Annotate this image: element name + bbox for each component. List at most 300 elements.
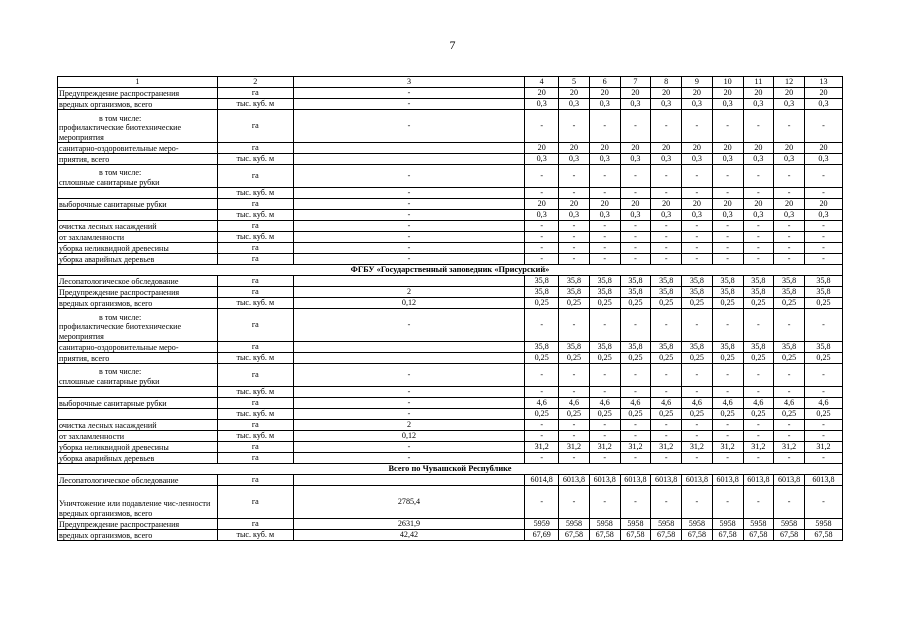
value-cell: - (651, 188, 682, 199)
page-number: 7 (449, 38, 456, 52)
value-cell: - (620, 165, 651, 188)
table-row (58, 431, 843, 442)
value-cell: - (743, 387, 774, 398)
value-cell: 35,8 (525, 276, 559, 287)
unit-cell: га (217, 364, 293, 387)
value-cell: - (743, 431, 774, 442)
value-cell: 35,8 (774, 287, 805, 298)
value-cell: 0,3 (620, 210, 651, 221)
value-cell: 0,25 (774, 353, 805, 364)
value-cell: - (743, 165, 774, 188)
row-label: вредных организмов, всего (58, 530, 218, 541)
value-cell: - (774, 232, 805, 243)
table-row (58, 342, 843, 353)
row-label: Лесопатологическое обследование (58, 276, 218, 287)
subheading-label: в том числе: (99, 113, 142, 123)
value-cell: - (682, 254, 713, 265)
value-cell: 20 (589, 88, 620, 99)
value-cell: - (682, 309, 713, 342)
value-cell: 0,3 (559, 210, 590, 221)
value-cell: - (804, 364, 842, 387)
row-label: уборка неликвидной древесины (58, 442, 218, 453)
baseline-cell: 2 (293, 420, 525, 431)
value-cell: 31,2 (774, 442, 805, 453)
column-header: 2 (217, 77, 293, 88)
value-cell: 0,25 (682, 353, 713, 364)
value-cell: - (712, 309, 743, 342)
value-cell: 20 (651, 143, 682, 154)
table-row (58, 453, 843, 464)
value-cell: - (620, 188, 651, 199)
row-label: уборка аварийных деревьев (58, 453, 218, 464)
value-cell: 4,6 (620, 398, 651, 409)
value-cell: 20 (774, 143, 805, 154)
row-label (58, 110, 218, 143)
value-cell: - (620, 254, 651, 265)
value-cell: 67,58 (651, 530, 682, 541)
value-cell: 0,25 (651, 353, 682, 364)
row-label (58, 309, 218, 342)
value-cell: - (804, 387, 842, 398)
value-cell: 0,3 (743, 154, 774, 165)
table-row (58, 353, 843, 364)
value-cell: 0,3 (743, 210, 774, 221)
value-cell: - (774, 387, 805, 398)
value-cell: - (620, 486, 651, 519)
value-cell: 4,6 (525, 398, 559, 409)
table-row (58, 387, 843, 398)
value-cell: 67,58 (620, 530, 651, 541)
value-cell: - (525, 232, 559, 243)
row-label (58, 364, 218, 387)
value-cell: 0,3 (804, 99, 842, 110)
value-cell: 0,25 (589, 353, 620, 364)
baseline-cell: - (293, 210, 525, 221)
value-cell: - (525, 431, 559, 442)
value-cell: - (651, 420, 682, 431)
value-cell: 20 (525, 88, 559, 99)
baseline-cell: 0,12 (293, 431, 525, 442)
unit-cell: тыс. куб. м (217, 353, 293, 364)
value-cell: - (559, 420, 590, 431)
value-cell: 6013,8 (712, 475, 743, 486)
value-cell: - (804, 221, 842, 232)
column-header: 1 (58, 77, 218, 88)
unit-cell: га (217, 398, 293, 409)
column-header: 12 (774, 77, 805, 88)
value-cell: - (620, 420, 651, 431)
value-cell: 31,2 (651, 442, 682, 453)
value-cell: 0,25 (620, 353, 651, 364)
table-row (58, 110, 843, 143)
value-cell: - (589, 364, 620, 387)
table-row (58, 475, 843, 486)
unit-cell: га (217, 221, 293, 232)
forest-protection-table (57, 76, 843, 541)
value-cell: - (589, 431, 620, 442)
value-cell: 20 (774, 199, 805, 210)
value-cell: 0,3 (589, 154, 620, 165)
value-cell: - (651, 221, 682, 232)
value-cell: - (712, 165, 743, 188)
row-label: Лесопатологическое обследование (58, 475, 218, 486)
value-cell: 0,3 (589, 210, 620, 221)
baseline-cell: - (293, 243, 525, 254)
value-cell: 0,25 (559, 353, 590, 364)
value-cell: 5958 (682, 519, 713, 530)
row-label: очистка лесных насаждений (58, 221, 218, 232)
value-cell: - (712, 232, 743, 243)
section-title: Всего по Чувашской Республике (58, 464, 843, 475)
value-cell: - (804, 453, 842, 464)
value-cell: 0,25 (620, 409, 651, 420)
unit-cell: га (217, 110, 293, 143)
value-cell: 35,8 (620, 287, 651, 298)
value-cell: - (712, 243, 743, 254)
table-row (58, 519, 843, 530)
value-cell: - (682, 221, 713, 232)
baseline-cell: - (293, 398, 525, 409)
value-cell: - (774, 453, 805, 464)
value-cell: 5958 (743, 519, 774, 530)
unit-cell: тыс. куб. м (217, 99, 293, 110)
column-header: 13 (804, 77, 842, 88)
value-cell: - (620, 453, 651, 464)
value-cell: - (804, 431, 842, 442)
value-cell: - (682, 486, 713, 519)
row-label (58, 165, 218, 188)
value-cell: 0,25 (525, 298, 559, 309)
subheading-label: в том числе: (99, 367, 142, 377)
value-cell: 0,3 (620, 99, 651, 110)
value-cell: 0,3 (804, 154, 842, 165)
value-cell: 20 (559, 199, 590, 210)
row-label: приятия, всего (58, 154, 218, 165)
value-cell: - (743, 309, 774, 342)
value-cell: - (682, 243, 713, 254)
value-cell: 35,8 (651, 276, 682, 287)
value-cell: - (620, 387, 651, 398)
baseline-cell: - (293, 165, 525, 188)
unit-cell: га (217, 88, 293, 99)
value-cell: 6013,8 (743, 475, 774, 486)
value-cell: 20 (525, 199, 559, 210)
baseline-cell: 2 (293, 287, 525, 298)
value-cell: 20 (682, 199, 713, 210)
value-cell: 0,3 (774, 99, 805, 110)
value-cell: 31,2 (804, 442, 842, 453)
unit-cell: га (217, 519, 293, 530)
value-cell: 20 (743, 88, 774, 99)
value-cell: 0,3 (525, 210, 559, 221)
value-cell: - (682, 165, 713, 188)
row-label (58, 387, 218, 398)
value-cell: 31,2 (743, 442, 774, 453)
value-cell: 6013,8 (682, 475, 713, 486)
value-cell: 20 (559, 143, 590, 154)
unit-cell: га (217, 143, 293, 154)
unit-cell: га (217, 254, 293, 265)
baseline-cell (293, 475, 525, 486)
value-cell: - (559, 309, 590, 342)
table-row (58, 409, 843, 420)
baseline-cell: - (293, 309, 525, 342)
value-cell: 35,8 (651, 342, 682, 353)
baseline-cell: - (293, 409, 525, 420)
value-cell: 4,6 (559, 398, 590, 409)
value-cell: 20 (712, 199, 743, 210)
value-cell: 0,25 (525, 409, 559, 420)
column-header: 6 (589, 77, 620, 88)
value-cell: 0,25 (651, 409, 682, 420)
value-cell: 31,2 (525, 442, 559, 453)
value-cell: - (559, 387, 590, 398)
value-cell: 67,58 (804, 530, 842, 541)
value-cell: 4,6 (804, 398, 842, 409)
value-cell: 0,25 (559, 298, 590, 309)
value-cell: 0,3 (712, 210, 743, 221)
value-cell: - (559, 254, 590, 265)
value-cell: 20 (620, 88, 651, 99)
row-label: приятия, всего (58, 353, 218, 364)
value-cell: 67,58 (774, 530, 805, 541)
unit-cell: тыс. куб. м (217, 530, 293, 541)
value-cell: - (559, 110, 590, 143)
value-cell: - (774, 221, 805, 232)
value-cell: 0,3 (774, 154, 805, 165)
value-cell: - (774, 165, 805, 188)
value-cell: - (743, 486, 774, 519)
value-cell: 0,3 (559, 154, 590, 165)
table-row (58, 188, 843, 199)
value-cell: 31,2 (682, 442, 713, 453)
unit-cell: тыс. куб. м (217, 387, 293, 398)
value-cell: 0,3 (712, 99, 743, 110)
value-cell: 35,8 (620, 276, 651, 287)
value-cell: - (525, 188, 559, 199)
value-cell: 35,8 (712, 342, 743, 353)
value-cell: 5959 (525, 519, 559, 530)
value-cell: - (651, 387, 682, 398)
value-cell: 4,6 (712, 398, 743, 409)
value-cell: 35,8 (804, 342, 842, 353)
value-cell: 0,25 (743, 353, 774, 364)
baseline-cell: - (293, 232, 525, 243)
baseline-cell: 42,42 (293, 530, 525, 541)
value-cell: 5958 (774, 519, 805, 530)
table-row (58, 165, 843, 188)
value-cell: - (712, 387, 743, 398)
value-cell: 4,6 (589, 398, 620, 409)
value-cell: - (620, 221, 651, 232)
baseline-cell: - (293, 442, 525, 453)
table-row (58, 243, 843, 254)
unit-cell: га (217, 420, 293, 431)
value-cell: - (743, 243, 774, 254)
value-cell: - (774, 243, 805, 254)
value-cell: - (743, 221, 774, 232)
baseline-cell: - (293, 364, 525, 387)
row-label: от захламленности (58, 232, 218, 243)
value-cell: - (589, 486, 620, 519)
table-row (58, 99, 843, 110)
value-cell: - (712, 486, 743, 519)
value-cell: - (804, 243, 842, 254)
value-cell: 5958 (589, 519, 620, 530)
row-label: санитарно-оздоровительные меро- (58, 143, 218, 154)
value-cell: - (743, 254, 774, 265)
value-cell: 0,25 (712, 298, 743, 309)
value-cell: 35,8 (620, 342, 651, 353)
value-cell: 5958 (620, 519, 651, 530)
value-cell: - (774, 188, 805, 199)
row-label: Предупреждение распространения (58, 519, 218, 530)
value-cell: 6013,8 (620, 475, 651, 486)
value-cell: - (559, 232, 590, 243)
value-cell: - (589, 188, 620, 199)
value-cell: - (804, 420, 842, 431)
table-row (58, 309, 843, 342)
value-cell: - (682, 232, 713, 243)
value-cell: 20 (804, 199, 842, 210)
value-cell: 0,3 (620, 154, 651, 165)
row-label: вредных организмов, всего (58, 298, 218, 309)
row-label: уборка аварийных деревьев (58, 254, 218, 265)
value-cell: 0,25 (743, 409, 774, 420)
value-cell: - (743, 364, 774, 387)
value-cell: - (712, 364, 743, 387)
baseline-cell: - (293, 188, 525, 199)
value-cell: 35,8 (682, 287, 713, 298)
value-cell: 35,8 (743, 276, 774, 287)
table-row (58, 254, 843, 265)
value-cell: 20 (620, 143, 651, 154)
value-cell: - (620, 243, 651, 254)
baseline-cell (293, 342, 525, 353)
section-title: ФГБУ «Государственный заповедник «Присурский» (58, 265, 843, 276)
value-cell: - (589, 243, 620, 254)
column-header: 9 (682, 77, 713, 88)
table-row (58, 287, 843, 298)
value-cell: - (682, 188, 713, 199)
value-cell: 0,3 (743, 99, 774, 110)
row-label (58, 409, 218, 420)
value-cell: 20 (682, 143, 713, 154)
value-cell: - (682, 110, 713, 143)
value-cell: - (559, 486, 590, 519)
unit-cell: тыс. куб. м (217, 232, 293, 243)
table-row (58, 88, 843, 99)
unit-cell: га (217, 453, 293, 464)
value-cell: 35,8 (589, 342, 620, 353)
value-cell: 35,8 (589, 287, 620, 298)
value-cell: 0,25 (712, 353, 743, 364)
row-label: вредных организмов, всего (58, 99, 218, 110)
value-cell: - (589, 232, 620, 243)
value-cell: 35,8 (589, 276, 620, 287)
value-cell: - (774, 420, 805, 431)
value-cell: 0,3 (589, 99, 620, 110)
value-cell: - (525, 453, 559, 464)
value-cell: - (743, 110, 774, 143)
value-cell: - (651, 453, 682, 464)
baseline-cell (293, 276, 525, 287)
unit-cell: га (217, 199, 293, 210)
value-cell: - (651, 232, 682, 243)
baseline-cell: 2785,4 (293, 486, 525, 519)
unit-cell: га (217, 442, 293, 453)
table-row (58, 143, 843, 154)
row-label: выборочные санитарные рубки (58, 199, 218, 210)
value-cell: - (712, 431, 743, 442)
table-row (58, 221, 843, 232)
value-cell: 0,3 (525, 154, 559, 165)
value-cell: 0,25 (525, 353, 559, 364)
value-cell: - (525, 221, 559, 232)
value-cell: - (589, 387, 620, 398)
baseline-cell: 0,12 (293, 298, 525, 309)
value-cell: - (712, 420, 743, 431)
table-row (58, 464, 843, 475)
value-cell: 0,3 (651, 210, 682, 221)
value-cell: 31,2 (620, 442, 651, 453)
value-cell: - (774, 254, 805, 265)
value-cell: 6013,8 (804, 475, 842, 486)
unit-cell: тыс. куб. м (217, 188, 293, 199)
value-cell: - (559, 431, 590, 442)
value-cell: - (589, 221, 620, 232)
baseline-cell: - (293, 221, 525, 232)
value-cell: - (682, 387, 713, 398)
value-cell: 20 (712, 143, 743, 154)
value-cell: - (804, 486, 842, 519)
value-cell: 20 (682, 88, 713, 99)
value-cell: 20 (743, 143, 774, 154)
value-cell: - (620, 364, 651, 387)
column-header: 10 (712, 77, 743, 88)
table-row (58, 298, 843, 309)
value-cell: 0,25 (774, 298, 805, 309)
value-cell: 31,2 (559, 442, 590, 453)
table-row (58, 420, 843, 431)
column-header: 11 (743, 77, 774, 88)
value-cell: 0,3 (651, 154, 682, 165)
row-label: Уничтожение или подавление чис-ленности вредных организмов, всего (58, 486, 218, 519)
value-cell: 31,2 (712, 442, 743, 453)
value-cell: 35,8 (743, 342, 774, 353)
baseline-cell (293, 143, 525, 154)
value-cell: 0,25 (651, 298, 682, 309)
value-cell: - (525, 309, 559, 342)
value-cell: 35,8 (651, 287, 682, 298)
baseline-cell: - (293, 88, 525, 99)
value-cell: - (682, 364, 713, 387)
value-cell: - (804, 110, 842, 143)
value-cell: - (804, 254, 842, 265)
value-cell: 35,8 (804, 287, 842, 298)
value-cell: 20 (804, 143, 842, 154)
value-cell: - (559, 243, 590, 254)
value-cell: - (774, 110, 805, 143)
value-cell: - (743, 453, 774, 464)
value-cell: 0,25 (804, 409, 842, 420)
value-cell: 0,25 (589, 298, 620, 309)
value-cell: - (682, 420, 713, 431)
unit-cell: га (217, 309, 293, 342)
baseline-cell: - (293, 110, 525, 143)
value-cell: 0,3 (651, 99, 682, 110)
value-cell: - (682, 431, 713, 442)
